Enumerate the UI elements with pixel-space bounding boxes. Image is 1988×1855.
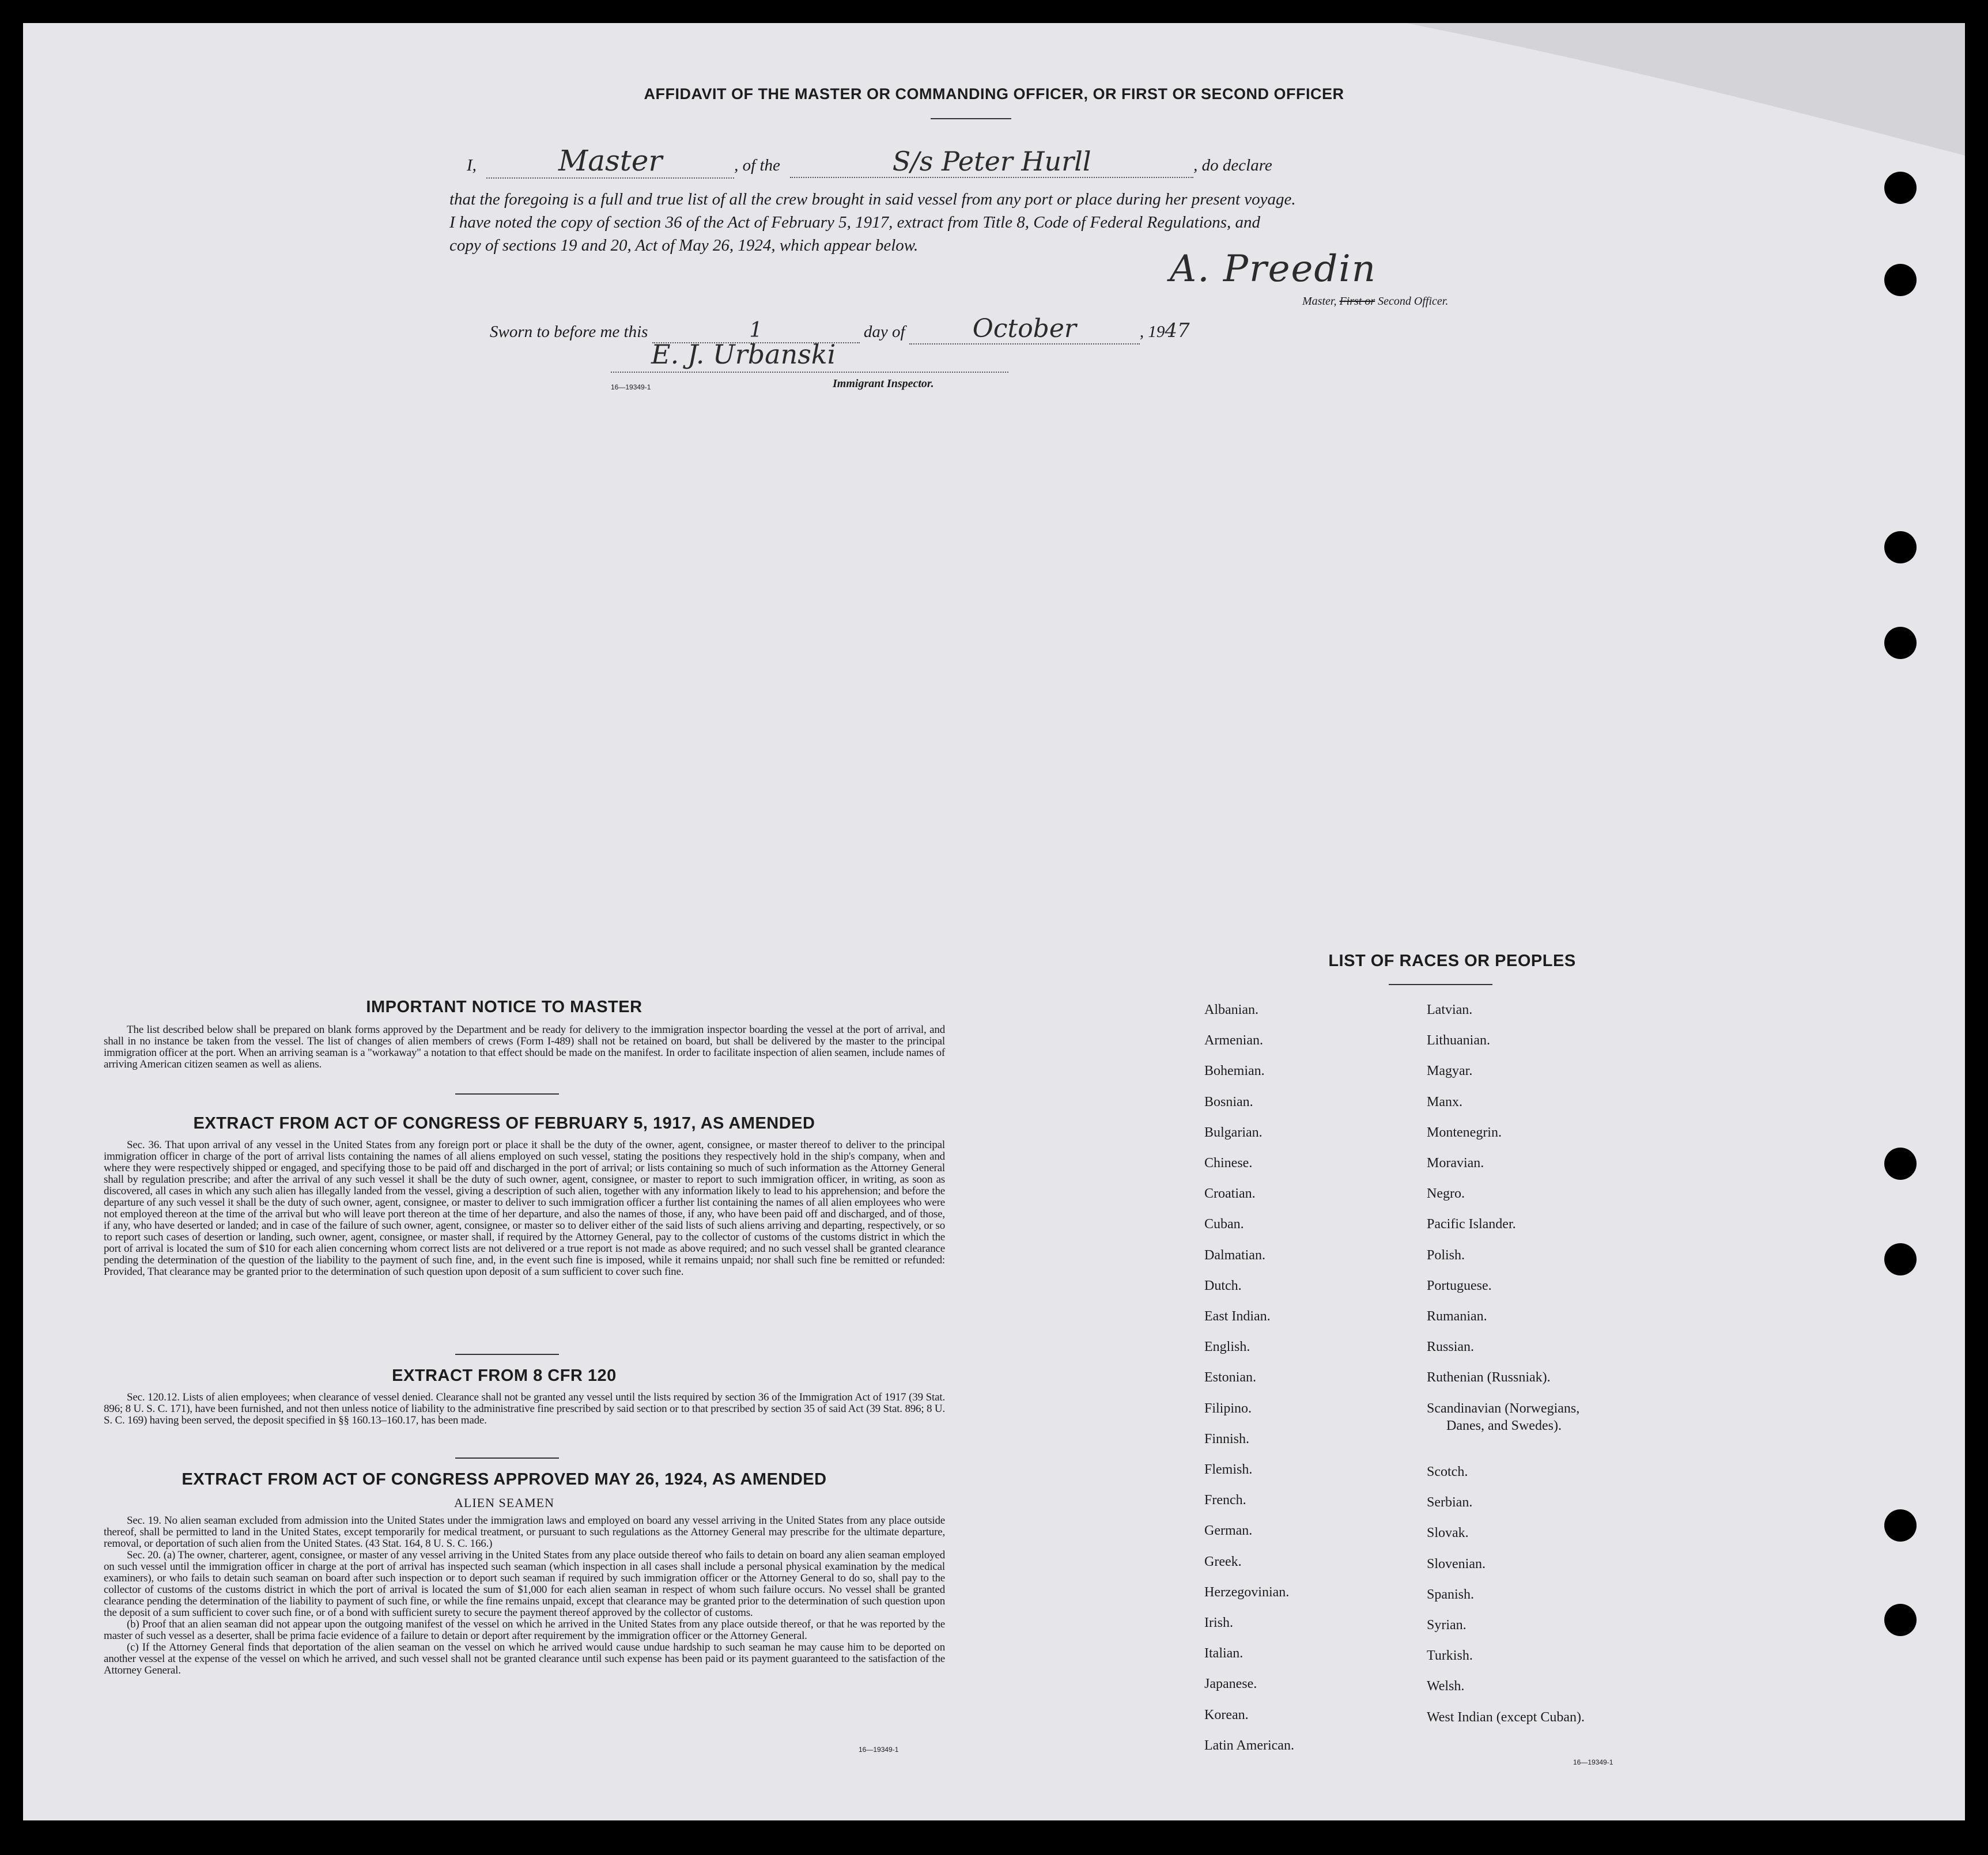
- sec-19-text: Sec. 19. No alien seaman excluded from admission into the United States under the immigration laws and employed on board any vessel arriving in the United States from any place outside thereof, shall be permitted to land in the United States, except temporarily for medical treatment, or pursuant to such regulations as the Attorney General may prescribe for the ultimate departure, removal, or deportation of such alien from the United States. (43 Stat. 164, 8 U. S. C. 166.): [104, 1515, 945, 1550]
- alien-seamen-subtitle: ALIEN SEAMEN: [454, 1496, 554, 1510]
- race-item: Albanian.: [1204, 1002, 1258, 1017]
- officer-caption: [1302, 295, 1448, 308]
- race-item: Pacific Islander.: [1427, 1217, 1516, 1232]
- officer-caption-pre: Master,: [1302, 295, 1337, 308]
- race-item: Greek.: [1204, 1554, 1242, 1569]
- form-number: 16—19349-1: [1573, 1758, 1613, 1766]
- race-item: Latin American.: [1204, 1737, 1294, 1753]
- divider: [455, 1354, 559, 1355]
- race-item: Filipino.: [1204, 1400, 1252, 1416]
- race-item: Armenian.: [1204, 1033, 1263, 1048]
- day-of-label: day of: [863, 323, 905, 341]
- race-item: Slovenian.: [1427, 1556, 1486, 1572]
- race-item: Latvian.: [1427, 1002, 1473, 1017]
- race-item: Cuban.: [1204, 1217, 1244, 1232]
- race-item: Estonian.: [1204, 1370, 1256, 1385]
- affidavit-line-1: [467, 144, 1544, 179]
- race-item: French.: [1204, 1493, 1246, 1508]
- officer-caption-struck: First or: [1339, 295, 1375, 308]
- i-label: I,: [467, 156, 477, 175]
- divider: [455, 1093, 559, 1095]
- affidavit-line-4: copy of sections 19 and 20, Act of May 26, 1924, which appear below.: [449, 236, 919, 255]
- race-item: English.: [1204, 1339, 1250, 1355]
- race-item: Slovak.: [1427, 1525, 1469, 1541]
- race-item: Bosnian.: [1204, 1094, 1253, 1110]
- race-item: Portuguese.: [1427, 1278, 1492, 1293]
- race-item: Negro.: [1427, 1186, 1465, 1202]
- divider: [1389, 984, 1492, 985]
- race-item: Irish.: [1204, 1615, 1233, 1630]
- year-prefix: , 19: [1139, 323, 1165, 341]
- inspector-caption: Immigrant Inspector.: [833, 377, 934, 390]
- race-item: Korean.: [1204, 1707, 1249, 1722]
- extract-cfr-text: Sec. 120.12. Lists of alien employees; when clearance of vessel denied. Clearance shall not be granted any vessel until the lists required by section 36 of the Immigration Act of 1917 (39 Stat. 896; 8 U. S. C. 171), have been furnished, and not then unless notice of liability to the administrative fine prescribed by said section or to that prescribed by section 35 of said Act (39 Stat. 896; 8 U. S. C. 169) having been served, the deposit specified in §§ 160.13–160.17, has been made.: [104, 1391, 945, 1426]
- officer-caption-post: Second Officer.: [1378, 295, 1449, 308]
- race-item: Serbian.: [1427, 1495, 1473, 1510]
- race-item: Spanish.: [1427, 1587, 1475, 1602]
- sec-20b-text: (b) Proof that an alien seaman did not appear upon the outgoing manifest of the vessel on which he arrived in the United States from any place outside thereof, or that he was reported by the master of such vessel as a deserter, shall be prima facie evidence of a failure to detain or deport after requirement by the immigration officer or the Attorney General.: [104, 1618, 945, 1642]
- extract-1924-body: [104, 1515, 945, 1676]
- race-item: Scotch.: [1427, 1464, 1468, 1479]
- extract-1917-title: EXTRACT FROM ACT OF CONGRESS OF FEBRUARY 5, 1917, AS AMENDED: [193, 1114, 815, 1133]
- form-number: 16—19349-1: [859, 1746, 899, 1754]
- extract-cfr-title: EXTRACT FROM 8 CFR 120: [392, 1366, 617, 1385]
- extract-1924-title: EXTRACT FROM ACT OF CONGRESS APPROVED MAY 26, 1924, AS AMENDED: [182, 1470, 827, 1489]
- race-item: Welsh.: [1427, 1679, 1465, 1694]
- sworn-label: Sworn to before me this: [490, 323, 648, 341]
- of-the-label: , of the: [734, 156, 780, 175]
- race-item: Magyar.: [1427, 1063, 1473, 1079]
- race-item: Montenegrin.: [1427, 1125, 1502, 1140]
- race-item: Dutch.: [1204, 1278, 1242, 1293]
- punch-hole: [1884, 1509, 1917, 1542]
- day-value: 1: [749, 319, 763, 342]
- punch-hole: [1884, 1243, 1917, 1275]
- notice-title: IMPORTANT NOTICE TO MASTER: [366, 998, 642, 1016]
- month-field: [909, 314, 1140, 344]
- divider: [931, 118, 1011, 119]
- race-item: German.: [1204, 1523, 1253, 1539]
- rank-field: [486, 144, 734, 179]
- punch-hole: [1884, 1148, 1917, 1180]
- form-number: 16—19349-1: [611, 383, 651, 391]
- race-item: Chinese.: [1204, 1156, 1253, 1171]
- race-item: Scandinavian (Norwegians,: [1427, 1400, 1580, 1416]
- race-item: Lithuanian.: [1427, 1033, 1490, 1048]
- punch-hole: [1884, 264, 1917, 296]
- affidavit-title: AFFIDAVIT OF THE MASTER OR COMMANDING OFFICER, OR FIRST OR SECOND OFFICER: [644, 85, 1344, 103]
- sec-20c-text: (c) If the Attorney General finds that deportation of the alien seaman on the vessel on which he arrived would cause undue hardship to such seaman he may cause him to be deported on another vessel at the expense of the vessel on which he arrived, and such vessel shall not be granted clearance until such expense has been paid or its payment guaranteed to the satisfaction of the Attorney General.: [104, 1641, 945, 1676]
- affidavit-line-3: I have noted the copy of section 36 of the Act of February 5, 1917, extract from Title 8, Code of Federal Regulations, and: [449, 213, 1261, 232]
- vessel-value: S/s Peter Hurll: [892, 146, 1091, 177]
- punch-hole: [1884, 627, 1917, 659]
- race-item: Russian.: [1427, 1339, 1475, 1355]
- rank-value: Master: [558, 144, 663, 177]
- race-item: Ruthenian (Russniak).: [1427, 1370, 1551, 1385]
- sworn-line: [490, 314, 1190, 344]
- race-item: Syrian.: [1427, 1618, 1467, 1633]
- vessel-field: [790, 146, 1193, 178]
- torn-corner: [1406, 23, 1965, 161]
- race-item: West Indian (except Cuban).: [1427, 1709, 1585, 1725]
- race-item: Japanese.: [1204, 1676, 1257, 1692]
- race-item: Moravian.: [1427, 1156, 1484, 1171]
- punch-hole: [1884, 172, 1917, 204]
- race-item: Italian.: [1204, 1646, 1244, 1661]
- race-item: Turkish.: [1427, 1648, 1473, 1664]
- race-item: Polish.: [1427, 1247, 1465, 1263]
- punch-hole: [1884, 1604, 1917, 1636]
- races-title: LIST OF RACES OR PEOPLES: [1328, 952, 1576, 970]
- race-item: Danes, and Swedes).: [1446, 1418, 1562, 1433]
- extract-1917-text: Sec. 36. That upon arrival of any vessel in the United States from any foreign port or place it shall be the duty of the owner, agent, consignee, or master thereof to deliver to the principal immigration officer in charge of the port of arrival lists containing the names of all aliens employed on such vessel, stating the positions they respectively hold in the ship's company, when and where they were respectively shipped or engaged, and specifying those to be paid off and discharged in the port of arrival; or lists containing so much of such information as the Attorney General shall by regulation prescribe; and after the arrival of any such vessel it shall be the duty of such owner, agent, consignee, or master to report to such immigration officer, in writing, as soon as discovered, all cases in which any such alien has illegally landed from the vessel, giving a description of such alien, together with any information likely to lead to his apprehension; and before the departure of any such vessel it shall be the duty of such owner, agent, consignee, or master to deliver to such immigration officer a further list containing the names of all alien employees who were not employed thereon at the time of the arrival but who will leave port thereon at the time of her departure, and also the names of those, if any, who have been paid off and discharged, and of those, if any, who have deserted or landed; and in case of the failure of such owner, agent, consignee, or master so to deliver either of the said lists of such aliens arriving and departing, respectively, or so to report such cases of desertion or landing, such owner, agent, consignee, or master shall, if required by the Attorney General, pay to the collector of customs of the customs district in which the port of arrival is located the sum of $10 for each alien concerning whom correct lists are not delivered or a true report is not made as above required; and no such vessel shall be granted clearance pending the determination of the question of the liability to the payment of such fine, and, in the event such fine is imposed, while it remains unpaid; nor shall such fine be remitted or refunded: Provided, That clearance may be granted prior to the determination of such question upon deposit of a sum sufficient to cover such fine.: [104, 1139, 945, 1278]
- notice-text: The list described below shall be prepared on blank forms approved by the Department and be ready for delivery to the immigration inspector boarding the vessel at the port of arrival, and shall in no instance be taken from the vessel. The list of changes of alien members of crews (Form I-489) shall not be retained on board, but shall be delivered by the master to the principal immigration officer at the port. When an arriving seaman is a "workaway" a notation to that effect should be made on the manifest. In order to facilitate inspection of alien seamen, include names of arriving American citizen seamen as well as aliens.: [104, 1024, 945, 1070]
- punch-hole: [1884, 531, 1917, 563]
- race-item: East Indian.: [1204, 1309, 1271, 1324]
- race-item: Rumanian.: [1427, 1309, 1487, 1324]
- do-declare-label: , do declare: [1193, 156, 1272, 175]
- race-item: Finnish.: [1204, 1431, 1250, 1447]
- race-item: Herzegovinian.: [1204, 1584, 1290, 1600]
- race-item: Flemish.: [1204, 1462, 1253, 1477]
- race-item: Croatian.: [1204, 1186, 1256, 1202]
- divider: [455, 1458, 559, 1459]
- sec-20a-text: Sec. 20. (a) The owner, charterer, agent, consignee, or master of any vessel arriving in the United States from any place outside thereof who fails to detain on board any alien seaman employed on such vessel until the immigration officer in charge at the port of arrival has inspected such seaman (which inspection in all cases shall include a personal physical examination by the medical examiners), or who fails to detain such seaman on board after such inspection or to deport such seaman if required by such immigration officer or the Attorney General to do so, shall pay to the collector of customs of the customs district in which the port of arrival is located the sum of $1,000 for each alien seaman in respect of whom such failure occurs. No vessel shall be granted clearance pending the determination of the liability to payment of such fine, or while the fine remains unpaid, except that clearance may be granted prior to the determination of such question upon the deposit of a sum sufficient to cover such fine, or of a bond with sufficient surety to secure the payment thereof approved by the collector of customs.: [104, 1549, 945, 1619]
- affidavit-line-2: that the foregoing is a full and true list of all the crew brought in said vessel from any port or place during her present voyage.: [449, 190, 1296, 209]
- year-value: 47: [1165, 319, 1190, 342]
- race-item: Manx.: [1427, 1094, 1462, 1110]
- race-item: Bohemian.: [1204, 1063, 1265, 1079]
- inspector-signature: E. J. Urbanski: [651, 339, 836, 370]
- document-page: [23, 23, 1965, 1820]
- race-item: Dalmatian.: [1204, 1247, 1265, 1263]
- month-value: October: [972, 314, 1076, 343]
- master-signature: A. Preedin: [1170, 248, 1377, 290]
- inspector-signature-line: [611, 372, 1008, 373]
- race-item: Bulgarian.: [1204, 1125, 1263, 1140]
